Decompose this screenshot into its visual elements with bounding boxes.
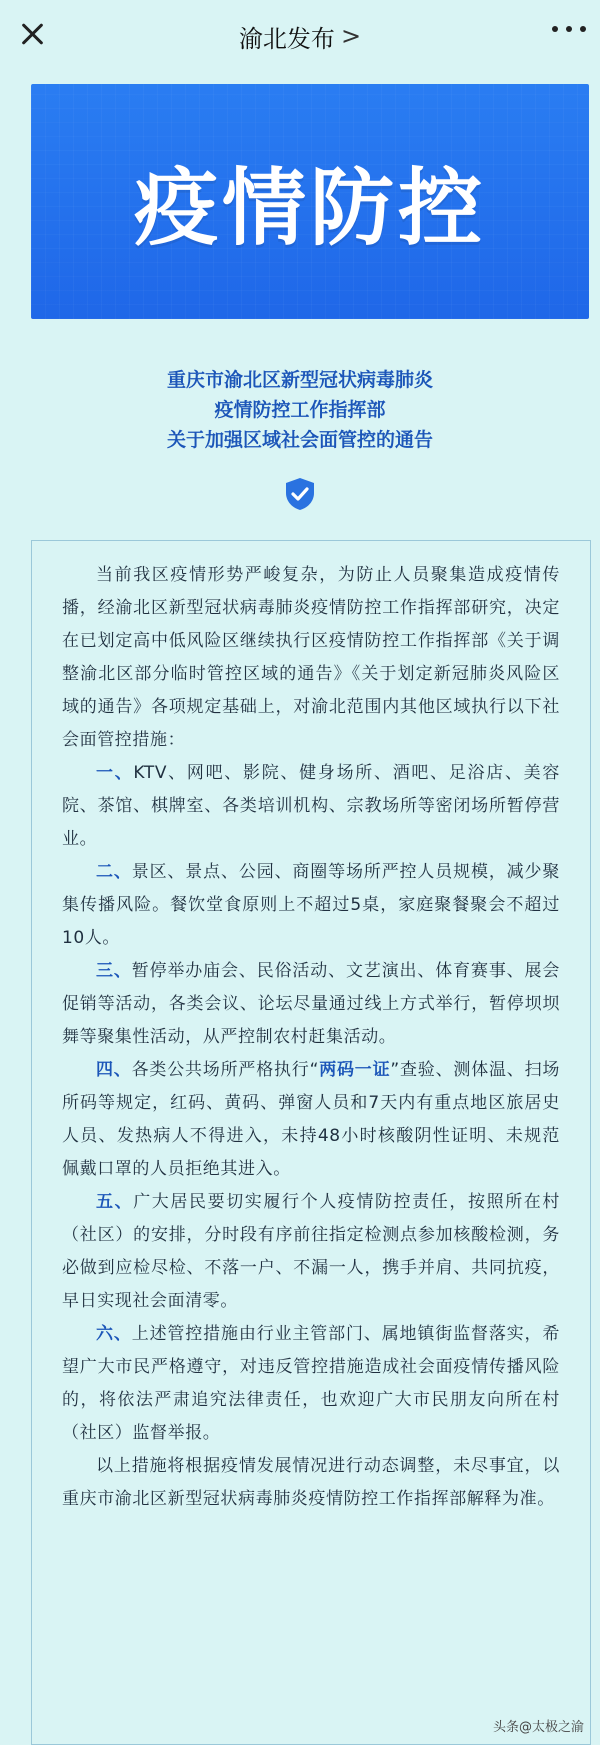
banner <box>31 84 589 319</box>
item-text-pre: 各类公共场所严格执行“ <box>131 1060 319 1080</box>
item-text: KTV、网吧、影院、健身场所、酒吧、足浴店、美容院、茶馆、棋牌室、各类培训机构、宗教场所等密闭场所暂停营业。 <box>62 763 560 849</box>
closing-paragraph: 以上措施将根据疫情发展情况进行动态调整，未尽事宜，以重庆市渝北区新型冠状病毒肺炎疫情防控工作指挥部解释为准。 <box>62 1456 560 1509</box>
account-name: 渝北发布 <box>238 24 335 53</box>
top-bar <box>0 0 600 72</box>
item-number: 三、 <box>96 961 132 981</box>
item-number: 五、 <box>96 1192 134 1212</box>
close-icon[interactable] <box>18 20 46 48</box>
intro-paragraph: 当前我区疫情形势严峻复杂，为防止人员聚集造成疫情传播，经渝北区新型冠状病毒肺炎疫情防控工作指挥部研究，决定在已划定高中低风险区继续执行区疫情防控工作指挥部《关于调整渝北区部分临时管控区域的通告》《关于划定新冠肺炎风险区域的通告》各项规定基础上，对渝北范围内其他区域执行以下社会面管控措施： <box>62 565 560 750</box>
divider <box>0 477 600 511</box>
item-paragraph <box>62 955 560 1054</box>
item-text: 广大居民要切实履行个人疫情防控责任，按照所在村（社区）的安排，分时段有序前往指定检测点参加核酸检测，务必做到应检尽检、不落一户、不漏一人，携手并肩、共同抗疫，早日实现社会面清零。 <box>62 1192 560 1311</box>
item-text: 上述管控措施由行业主管部门、属地镇街监督落实，希望广大市民严格遵守，对违反管控措施造成社会面疫情传播风险的，将依法严肃追究法律责任，也欢迎广大市民朋友向所在村（社区）监督举报。 <box>62 1324 560 1443</box>
watermark: 头条@太极之渝 <box>492 1720 584 1735</box>
item-number: 六、 <box>96 1324 132 1344</box>
item-text: 景区、景点、公园、商圈等场所严控人员规模，减少聚集传播风险。餐饮堂食原则上不超过5桌，家庭聚餐聚会不超过10人。 <box>62 862 560 948</box>
item-paragraph <box>62 757 560 856</box>
notice-heading <box>0 365 600 455</box>
banner-text: 疫情防控 <box>133 159 486 257</box>
item-number: 四、 <box>96 1060 132 1080</box>
item-text-post: ”查验、测体温、扫场所码等规定，红码、黄码、弹窗人员和7天内有重点地区旅居史人员、发热病人不得进入，未持48小时核酸阴性证明、未规范佩戴口罩的人员拒绝其进入。 <box>62 1060 560 1179</box>
item-number: 一、 <box>96 763 134 783</box>
item-highlight: 两码一证 <box>319 1060 391 1080</box>
shield-check-icon <box>284 477 316 511</box>
item-text: 暂停举办庙会、民俗活动、文艺演出、体育赛事、展会促销等活动，各类会议、论坛尽量通过线上方式举行，暂停坝坝舞等聚集性活动，从严控制农村赶集活动。 <box>62 961 560 1047</box>
item-paragraph <box>62 856 560 955</box>
heading-line: 重庆市渝北区新型冠状病毒肺炎 <box>166 369 433 391</box>
chevron-right-icon: > <box>340 22 362 50</box>
item-number: 二、 <box>96 862 132 882</box>
notice-body <box>31 540 591 1745</box>
item-paragraph <box>62 1054 560 1186</box>
heading-line: 关于加强区域社会面管控的通告 <box>166 429 433 451</box>
item-paragraph <box>62 1318 560 1450</box>
account-title[interactable] <box>239 19 361 54</box>
item-paragraph <box>62 1186 560 1318</box>
heading-line: 疫情防控工作指挥部 <box>214 399 386 421</box>
more-icon[interactable] <box>552 26 586 36</box>
